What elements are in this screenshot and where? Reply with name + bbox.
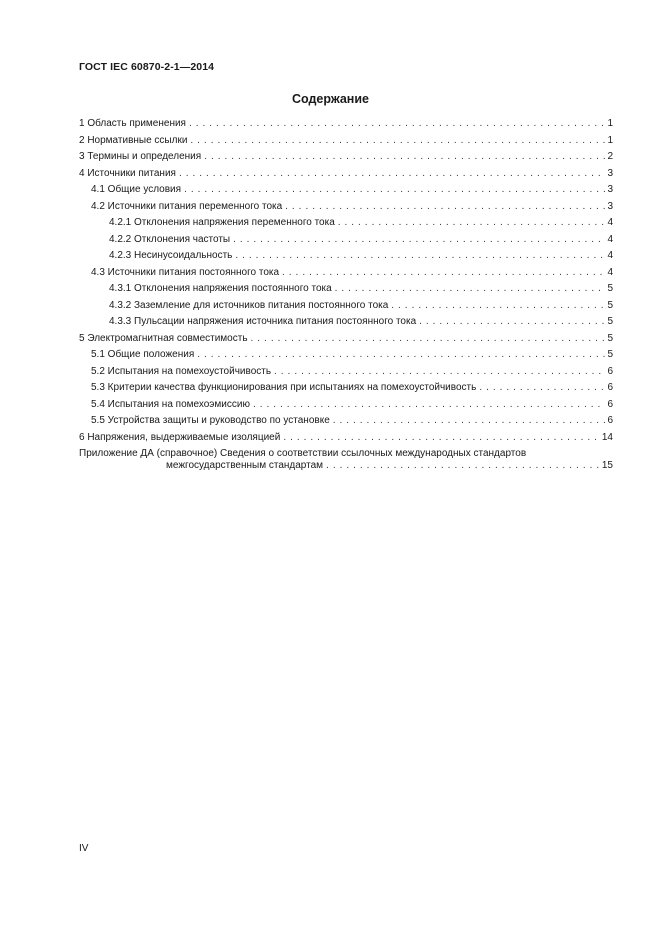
toc-entry-page: 5 — [607, 299, 613, 311]
toc-entry-page: 5 — [607, 316, 613, 327]
toc-entry-title: 4.3.2 Заземление для источников питания постоянного тока — [109, 299, 389, 311]
toc-entry[interactable] — [79, 281, 613, 298]
toc-entry[interactable] — [79, 116, 613, 133]
toc-entry-title: 5 Электромагнитная совместимость — [79, 332, 248, 344]
table-of-contents — [79, 116, 613, 472]
toc-leader-dots — [335, 281, 606, 298]
toc-entry-title: 5.5 Устройства защиты и руководство по установке — [91, 415, 330, 426]
toc-entry-title: 1 Область применения — [79, 118, 186, 129]
toc-entry-page: 4 — [607, 233, 613, 245]
toc-entry-page: 5 — [607, 349, 613, 360]
toc-entry[interactable] — [79, 397, 613, 414]
toc-entry-title: 4.2.1 Отклонения напряжения переменного тока — [109, 217, 335, 228]
toc-entry-title: 5.1 Общие положения — [91, 349, 195, 360]
toc-leader-dots — [197, 347, 605, 364]
toc-leader-dots — [479, 380, 605, 397]
toc-entry[interactable] — [79, 380, 613, 397]
toc-leader-dots — [253, 397, 605, 414]
toc-leader-dots — [333, 413, 606, 430]
toc-leader-dots — [235, 248, 605, 265]
toc-entry[interactable] — [79, 265, 613, 282]
toc-entry-page: 1 — [607, 134, 613, 146]
toc-entry-title: 4.1 Общие условия — [91, 184, 182, 195]
toc-leader-dots — [419, 314, 605, 331]
toc-leader-dots — [233, 232, 605, 249]
toc-entry-page: 4 — [607, 250, 613, 261]
toc-leader-dots — [179, 166, 605, 183]
toc-entry-page: 4 — [607, 266, 613, 278]
toc-entry[interactable] — [79, 430, 613, 447]
toc-entry-page: 6 — [607, 415, 613, 426]
toc-entry-title: 4.3.3 Пульсации напряжения источника питания постоянного тока — [109, 316, 417, 327]
toc-entry[interactable] — [79, 331, 613, 348]
toc-entry-title: 5.2 Испытания на помехоустойчивость — [91, 365, 272, 377]
toc-entry[interactable] — [79, 133, 613, 150]
toc-leader-dots — [184, 182, 605, 199]
toc-entry-page: 3 — [607, 200, 613, 212]
toc-entry-title: 6 Напряжения, выдерживаемые изоляцией — [79, 431, 281, 443]
toc-entry-page: 5 — [607, 283, 613, 294]
toc-entry[interactable] — [79, 182, 613, 199]
toc-entry-title: 4.2 Источники питания переменного тока — [91, 200, 283, 212]
toc-leader-dots — [189, 116, 605, 133]
toc-entry-page: 6 — [607, 382, 613, 393]
toc-entry-title: 4.2.3 Несинусоидальность — [109, 250, 233, 261]
toc-entry[interactable] — [79, 166, 613, 183]
toc-entry-page: 5 — [607, 332, 613, 344]
toc-leader-dots — [204, 149, 605, 166]
toc-annex-page: 15 — [601, 460, 613, 471]
toc-entry-title: 4 Источники питания — [79, 167, 176, 179]
toc-entry-page: 3 — [607, 167, 613, 179]
page-title: Содержание — [291, 92, 369, 106]
page-number: IV — [79, 843, 89, 854]
toc-entry[interactable] — [79, 199, 613, 216]
toc-entry-title: 2 Нормативные ссылки — [79, 134, 188, 146]
toc-entry[interactable] — [79, 149, 613, 166]
toc-entry[interactable] — [79, 364, 613, 381]
toc-leader-dots — [391, 298, 605, 315]
toc-entry[interactable] — [79, 314, 613, 331]
toc-leader-dots — [274, 364, 605, 381]
toc-leader-dots — [251, 331, 606, 348]
toc-entry-page: 1 — [607, 118, 613, 129]
toc-entry-page: 4 — [607, 217, 613, 228]
toc-leader-dots — [283, 430, 600, 447]
toc-leader-dots — [285, 199, 605, 216]
toc-entry-page: 2 — [607, 151, 613, 162]
toc-leader-dots — [338, 215, 606, 232]
toc-entry-title: 5.3 Критерии качества функционирования при испытаниях на помехоустойчивость — [91, 382, 477, 393]
toc-entry-title: 4.3 Источники питания постоянного тока — [91, 266, 280, 278]
toc-entry-page: 14 — [601, 431, 613, 443]
document-code: ГОСТ IEC 60870-2-1—2014 — [79, 61, 215, 73]
toc-annex-title-line2: межгосударственным стандартам — [166, 460, 324, 471]
toc-leader-dots — [190, 133, 605, 150]
toc-entry-title: 3 Термины и определения — [79, 151, 202, 162]
toc-entry-title: 5.4 Испытания на помехоэмиссию — [91, 398, 250, 410]
toc-entry[interactable] — [79, 232, 613, 249]
toc-entry-title: 4.2.2 Отклонения частоты — [109, 233, 231, 245]
toc-annex-entry[interactable] — [79, 448, 613, 472]
toc-entry[interactable] — [79, 248, 613, 265]
toc-entry-title: 4.3.1 Отклонения напряжения постоянного тока — [109, 283, 332, 294]
toc-leader-dots — [282, 265, 605, 282]
toc-entry-page: 3 — [607, 184, 613, 195]
toc-entry[interactable] — [79, 215, 613, 232]
toc-leader-dots — [326, 460, 600, 472]
toc-entry[interactable] — [79, 413, 613, 430]
toc-entry[interactable] — [79, 298, 613, 315]
toc-annex-title-line1: Приложение ДА (справочное) Сведения о соответствии ссылочных международных стандартов — [79, 448, 527, 459]
toc-entry-page: 6 — [607, 365, 613, 377]
toc-entry[interactable] — [79, 347, 613, 364]
toc-entry-page: 6 — [607, 398, 613, 410]
